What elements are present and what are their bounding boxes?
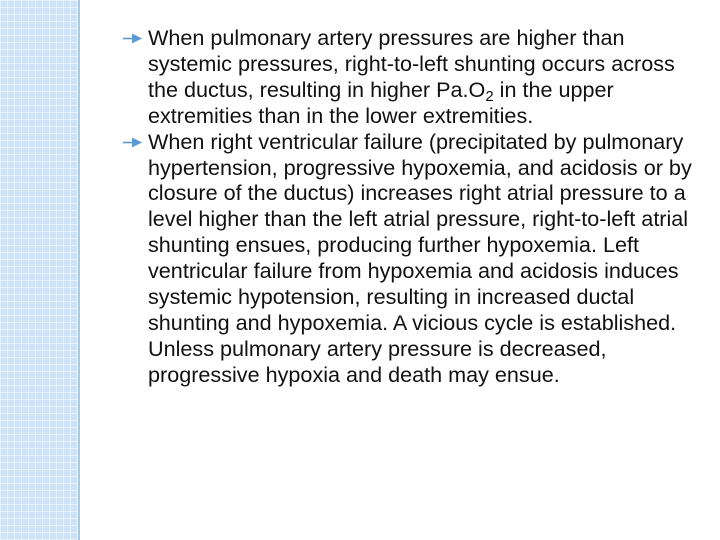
bullet-item-2 [122,129,707,388]
bullet-text-1b: in the upper extremities than in the lower extremities. [148,76,614,128]
bullet-arrow-icon [122,136,144,149]
bullet-text-1a: When pulmonary artery pressures are higher than systemic pressures, right-to-left shunting occurs across the ductus, resulting in higher Pa.O [148,25,675,102]
side-band-edge [78,0,80,540]
bullet-arrow-icon [122,32,144,45]
slide-body [122,25,707,388]
bullet-item-1 [122,25,707,129]
decorative-side-band [0,0,80,540]
bullet-subscript: 2 [485,87,494,105]
bullet-text-2: When right ventricular failure (precipitated by pulmonary hypertension, progressive hypoxemia, and acidosis or by closure of the ductus) increases right atrial pressure to a level higher than the left atrial pressure, right-to-left atrial shunting ensues, producing further hypoxemia. Left ventricular failure from hypoxemia and acidosis induces systemic hypotension, resulting in increased ductal shunting and hypoxemia. A vicious cycle is established. Unless pulmonary artery pressure is decreased, progressive hypoxia and death may ensue. [148,128,692,387]
